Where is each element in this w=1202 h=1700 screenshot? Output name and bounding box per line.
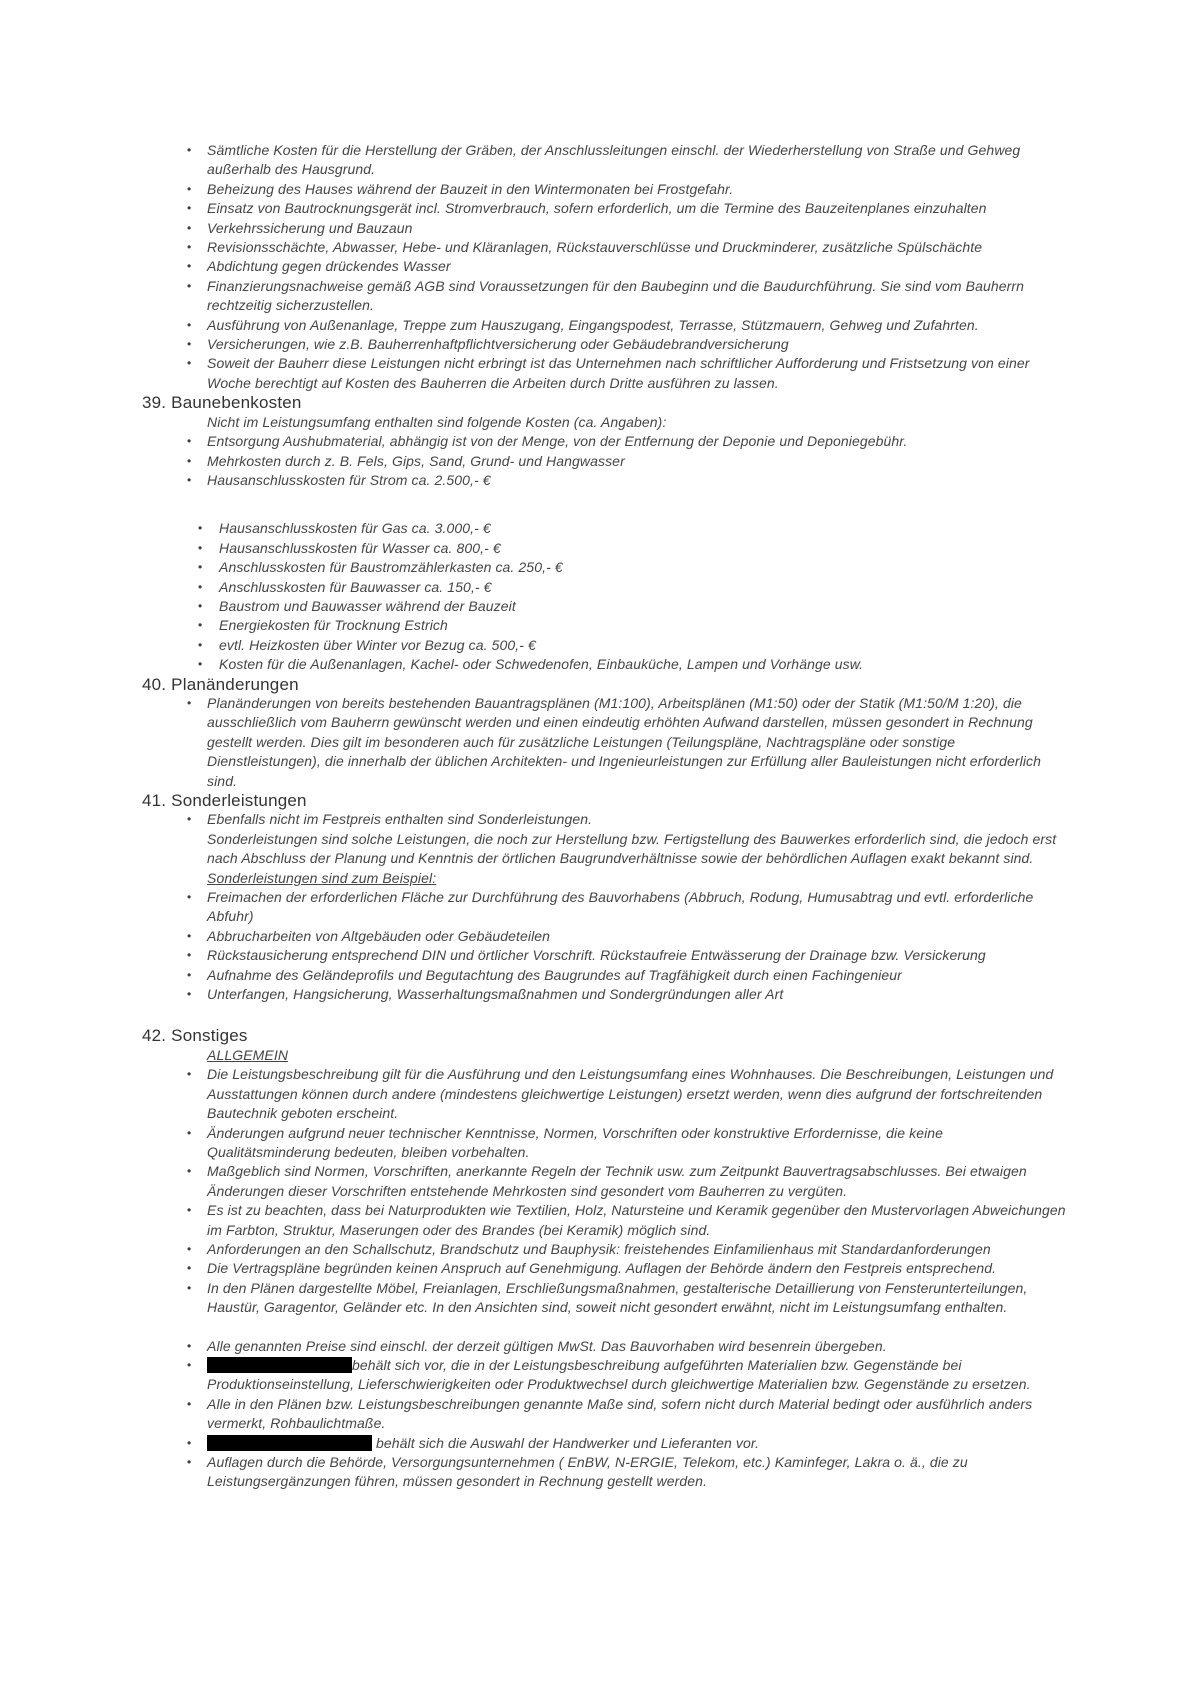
list-item [142, 888, 1068, 927]
list-item-text: Auflagen durch die Behörde, Versorgungsunternehmen ( EnBW, N-ERGIE, Telekom, etc.) Kaminfeger, Lakra o. ä., die zu Leistungsergänzungen führen, müssen gesondert in Rechnung gestellt werden. [207, 1454, 968, 1490]
bullet-icon: • [187, 890, 192, 905]
list-item [142, 219, 1068, 238]
section-heading-sonstiges [142, 1026, 1068, 1045]
list-item-text: Sämtliche Kosten für die Herstellung der Gräben, der Anschlussleitungen einschl. der Wiederherstellung von Straße und Gehweg außerhalb des Hausgrund. [207, 142, 1021, 178]
section-title: Planänderungen [171, 674, 299, 694]
list-item-text: Anschlusskosten für Baustromzählerkasten ca. 250,- € [219, 559, 563, 576]
document-body [142, 141, 1068, 1492]
list-item [142, 927, 1068, 946]
list-item [142, 1259, 1068, 1278]
list-item [142, 257, 1068, 276]
list-item-text: Hausanschlusskosten für Wasser ca. 800,- € [219, 539, 501, 556]
bullet-icon: • [187, 948, 192, 963]
list-item-text: Finanzierungsnachweise gemäß AGB sind Voraussetzungen für den Baubeginn und die Baudurchführung. Sie sind vom Bauherrn rechtzeitig sicherzustellen. [207, 277, 1025, 314]
section-39-cost-sublist [142, 519, 1068, 674]
list-item-text: Beheizung des Hauses während der Bauzeit in den Wintermonaten bei Frostgefahr. [207, 180, 734, 197]
redaction-bar [207, 1357, 352, 1373]
list-item-text: Mehrkosten durch z. B. Fels, Gips, Sand, Grund- und Hangwasser [207, 452, 625, 469]
list-item [142, 471, 1068, 490]
bullet-icon: • [187, 1164, 192, 1179]
list-item-text: behält sich die Auswahl der Handwerker und Lieferanten vor. [372, 1434, 760, 1451]
section-number: 40. [142, 674, 167, 694]
bullet-icon: • [187, 1280, 192, 1295]
list-item-text: Entsorgung Aushubmaterial, abhängig ist von der Menge, von der Entfernung der Deponie und Deponiegebühr. [207, 433, 908, 450]
bullet-icon: • [187, 695, 192, 710]
list-item-text: Freimachen der erforderlichen Fläche zur Durchführung des Bauvorhabens (Abbruch, Rodung, Humusabtrag und evtl. erforderliche Abfuhr) [207, 889, 1034, 925]
section-number: 42. [142, 1026, 167, 1046]
section-heading-sonderleistungen [142, 791, 1068, 810]
list-item [142, 966, 1068, 985]
list-item-text: Ausführung von Außenanlage, Treppe zum Hauszugang, Eingangspodest, Terrasse, Stützmauern, Gehweg und Zufahrten. [207, 316, 979, 333]
list-item [142, 558, 1068, 577]
list-item [142, 1279, 1068, 1318]
section-40-bullet-list [142, 694, 1068, 791]
list-item [142, 1162, 1068, 1201]
list-item [142, 694, 1068, 791]
section-title: Sonstiges [171, 1026, 248, 1046]
pre-section-bullet-list [142, 141, 1068, 393]
list-item-text: Energiekosten für Trocknung Estrich [219, 617, 448, 634]
bullet-icon: • [187, 1125, 192, 1140]
bullet-icon: • [187, 434, 192, 449]
list-item [142, 655, 1068, 674]
bullet-icon: • [187, 1435, 192, 1450]
list-item-text: Verkehrssicherung und Bauzaun [207, 219, 413, 236]
list-item [142, 238, 1068, 257]
list-item-text: Baustrom und Bauwasser während der Bauzeit [219, 597, 516, 614]
list-item-text: Versicherungen, wie z.B. Bauherrenhaftpflichtversicherung oder Gebäudebrandversicherung [207, 336, 789, 353]
list-item [142, 1065, 1068, 1123]
list-item-text: Soweit der Bauherr diese Leistungen nicht erbringt ist das Unternehmen nach schriftlicher Aufforderung und Fristsetzung von einer Woche berechtigt auf Kosten des Bauherren die Arbeiten durch Dritte ausführen zu lassen. [207, 355, 1030, 391]
bullet-icon: • [187, 453, 192, 468]
list-item [142, 316, 1068, 335]
list-item-text: Unterfangen, Hangsicherung, Wasserhaltungsmaßnahmen und Sondergründungen aller Art [207, 986, 784, 1003]
list-item-text: Anschlusskosten für Bauwasser ca. 150,- € [219, 578, 492, 595]
list-item [142, 335, 1068, 354]
list-item [142, 519, 1068, 538]
list-item-text: evtl. Heizkosten über Winter vor Bezug ca. 500,- € [219, 636, 536, 653]
bullet-icon: • [187, 240, 192, 255]
list-item-text: In den Plänen dargestellte Möbel, Freianlagen, Erschließungsmaßnahmen, gestalterische Detaillierung von Fensterunterteilungen, Haustür, Garagentor, Geländer etc. In den Ansichten sind, soweit nicht gesondert erwähnt, nicht im Leistungsumfang enthalten. [207, 1279, 1028, 1316]
bullet-icon: • [187, 967, 192, 982]
bullet-icon: • [198, 598, 203, 613]
bullet-icon: • [187, 143, 192, 157]
list-item [142, 1124, 1068, 1163]
list-item-text: Hausanschlusskosten für Gas ca. 3.000,- € [219, 520, 491, 537]
list-item [142, 1201, 1068, 1240]
list-item-redacted [142, 1434, 1068, 1453]
underlined-subheading-allgemein: ALLGEMEIN [207, 1046, 289, 1063]
list-item [142, 199, 1068, 218]
bullet-icon: • [198, 657, 203, 672]
list-item [142, 636, 1068, 655]
section-39-bullet-list [142, 432, 1068, 490]
list-item [142, 985, 1068, 1004]
list-item [142, 277, 1068, 316]
bullet-icon: • [187, 259, 192, 274]
list-item-text: Revisionsschächte, Abwasser, Hebe- und Kläranlagen, Rückstauverschlüsse und Druckminderer, zusätzliche Spülschächte [207, 239, 983, 256]
bullet-icon: • [187, 1203, 192, 1218]
list-item-text: Kosten für die Außenanlagen, Kachel- oder Schwedenofen, Einbauküche, Lampen und Vorhänge usw. [219, 656, 864, 673]
section-heading-baunebenkosten [142, 393, 1068, 412]
list-item [142, 1395, 1068, 1434]
list-item-text: Anforderungen an den Schallschutz, Brandschutz und Bauphysik: freistehendes Einfamilienhaus mit Standardanforderungen [207, 1240, 991, 1257]
list-item-text: Änderungen aufgrund neuer technischer Kenntnisse, Normen, Vorschriften oder konstruktive Erfordernisse, die keine Qualitätsminderung bedeuten, bleiben vorbehalten. [207, 1124, 944, 1160]
list-item-text: Aufnahme des Geländeprofils und Begutachtung des Baugrundes auf Tragfähigkeit durch einen Fachingenieur [207, 966, 902, 983]
list-item-text: Einsatz von Bautrocknungsgerät incl. Stromverbrauch, sofern erforderlich, um die Termine des Bauzeitenplanes einzuhalten [207, 200, 987, 217]
bullet-icon: • [187, 317, 192, 332]
bullet-icon: • [187, 1067, 192, 1082]
spacer [142, 1004, 1068, 1026]
bullet-icon: • [187, 1241, 192, 1256]
bullet-icon: • [198, 521, 203, 536]
bullet-icon: • [187, 1261, 192, 1276]
bullet-icon: • [198, 637, 203, 652]
spacer [142, 490, 1068, 519]
spacer [142, 1318, 1068, 1337]
section-title: Baunebenkosten [171, 393, 302, 413]
list-item [142, 354, 1068, 393]
section-intro: Nicht im Leistungsumfang enthalten sind folgende Kosten (ca. Angaben): [207, 413, 667, 430]
bullet-icon: • [187, 812, 192, 827]
list-item-text: behält sich vor, die in der Leistungsbeschreibung aufgeführten Materialien bzw. Gegenstände bei Produktionseinstellung, Lieferschwierigkeiten oder Produktwechsel durch gleichwertige Materialien bzw. Gegenstände zu ersetzen. [207, 1356, 1031, 1393]
bullet-icon: • [187, 220, 192, 235]
bullet-icon: • [187, 356, 192, 371]
list-item [142, 180, 1068, 199]
list-item-text: Maßgeblich sind Normen, Vorschriften, anerkannte Regeln der Technik usw. zum Zeitpunkt Bauvertragsabschlusses. Bei etwaigen Änderungen dieser Vorschriften entstehende Mehrkosten sind gesondert vom Bauherren zu vergüten. [207, 1163, 1027, 1199]
bullet-icon: • [187, 987, 192, 1002]
bullet-icon: • [187, 1455, 192, 1469]
bullet-icon: • [187, 337, 192, 352]
list-item [142, 578, 1068, 597]
paragraph-continuation: Sonderleistungen sind solche Leistungen, die noch zur Herstellung bzw. Fertigstellung des Bauwerkes erforderlich sind, die jedoch erst nach Abschluss der Planung und Kenntnis der örtlichen Baugrundverhältnisse sowie der behördlichen Auflagen exakt bekannt sind. [207, 830, 1057, 867]
list-item [142, 452, 1068, 471]
bullet-icon: • [187, 201, 192, 216]
list-item-text: Alle genannten Preise sind einschl. der derzeit gültigen MwSt. Das Bauvorhaben wird besenrein übergeben. [207, 1337, 887, 1354]
list-item [142, 141, 1068, 180]
bullet-icon: • [187, 1396, 192, 1411]
list-item [142, 1453, 1068, 1492]
list-item [142, 597, 1068, 616]
list-item-text: Hausanschlusskosten für Strom ca. 2.500,- € [207, 471, 491, 488]
list-item [142, 1337, 1068, 1356]
list-item [142, 539, 1068, 558]
section-42-closing-bullet-list [142, 1337, 1068, 1492]
bullet-icon: • [198, 618, 203, 633]
bullet-icon: • [187, 1338, 192, 1353]
list-item [142, 616, 1068, 635]
bullet-icon: • [198, 540, 203, 555]
bullet-icon: • [198, 579, 203, 594]
list-item-text: Planänderungen von bereits bestehenden Bauantragsplänen (M1:100), Arbeitsplänen (M1:50) oder der Statik (M1:50/M 1:20), die ausschließlich vom Bauherrn gewünscht werden und einen eindeutig erhöhten Aufwand darstellen, müssen gesondert in Rechnung gestellt werden. Dies gilt im besonderen auch für zusätzliche Leistungen (Teilungspläne, Nachtragspläne oder sonstige Dienstleistungen), die innerhalb der üblichen Architekten- und Ingenieurleistungen zur Erfüllung aller Bauleistungen nicht erforderlich sind. [207, 694, 1042, 789]
list-item-redacted [142, 1356, 1068, 1395]
list-item-text: Alle in den Plänen bzw. Leistungsbeschreibungen genannte Maße sind, sofern nicht durch Material bedingt oder ausführlich anders vermerkt, Rohbaulichtmaße. [207, 1395, 1033, 1432]
list-item [142, 1240, 1068, 1259]
list-item-text: Abbrucharbeiten von Altgebäuden oder Gebäudeteilen [207, 927, 551, 944]
list-item [142, 432, 1068, 451]
underlined-subheading: Sonderleistungen sind zum Beispiel: [207, 869, 437, 886]
bullet-icon: • [187, 1357, 192, 1372]
list-item [142, 946, 1068, 965]
list-item [142, 810, 1068, 888]
list-item-text: Abdichtung gegen drückendes Wasser [207, 258, 451, 275]
section-title: Sonderleistungen [171, 791, 307, 810]
bullet-icon: • [187, 181, 192, 196]
section-42-bullet-list [142, 1065, 1068, 1317]
section-41-bullet-list [142, 810, 1068, 1004]
section-number: 41. [142, 791, 167, 810]
section-heading-planaenderungen [142, 675, 1068, 694]
redaction-bar [207, 1435, 372, 1451]
list-item-text: Rückstausicherung entsprechend DIN und örtlicher Vorschrift. Rückstaufreie Entwässerung der Drainage bzw. Versickerung [207, 947, 986, 964]
list-item-text: Ebenfalls nicht im Festpreis enthalten sind Sonderleistungen. [207, 811, 593, 828]
bullet-icon: • [187, 278, 192, 293]
list-item-text: Es ist zu beachten, dass bei Naturprodukten wie Textilien, Holz, Natursteine und Keramik gegenüber den Mustervorlagen Abweichungen im Farbton, Struktur, Maserungen oder des Brandes (bei Keramik) möglich sind. [207, 1202, 1066, 1238]
bullet-icon: • [187, 472, 192, 487]
bullet-icon: • [187, 928, 192, 943]
section-number: 39. [142, 393, 167, 413]
bullet-icon: • [198, 560, 203, 575]
list-item-text: Die Leistungsbeschreibung gilt für die Ausführung und den Leistungsumfang eines Wohnhauses. Die Beschreibungen, Leistungen und Ausstattungen können durch andere (mindestens gleichwertige Leistungen) ersetzt werden, wenn dies aufgrund der fortschreitenden Bautechnik geboten erscheint. [207, 1066, 1054, 1122]
list-item-text: Die Vertragspläne begründen keinen Anspruch auf Genehmigung. Auflagen der Behörde ändern den Festpreis entsprechend. [207, 1260, 997, 1277]
